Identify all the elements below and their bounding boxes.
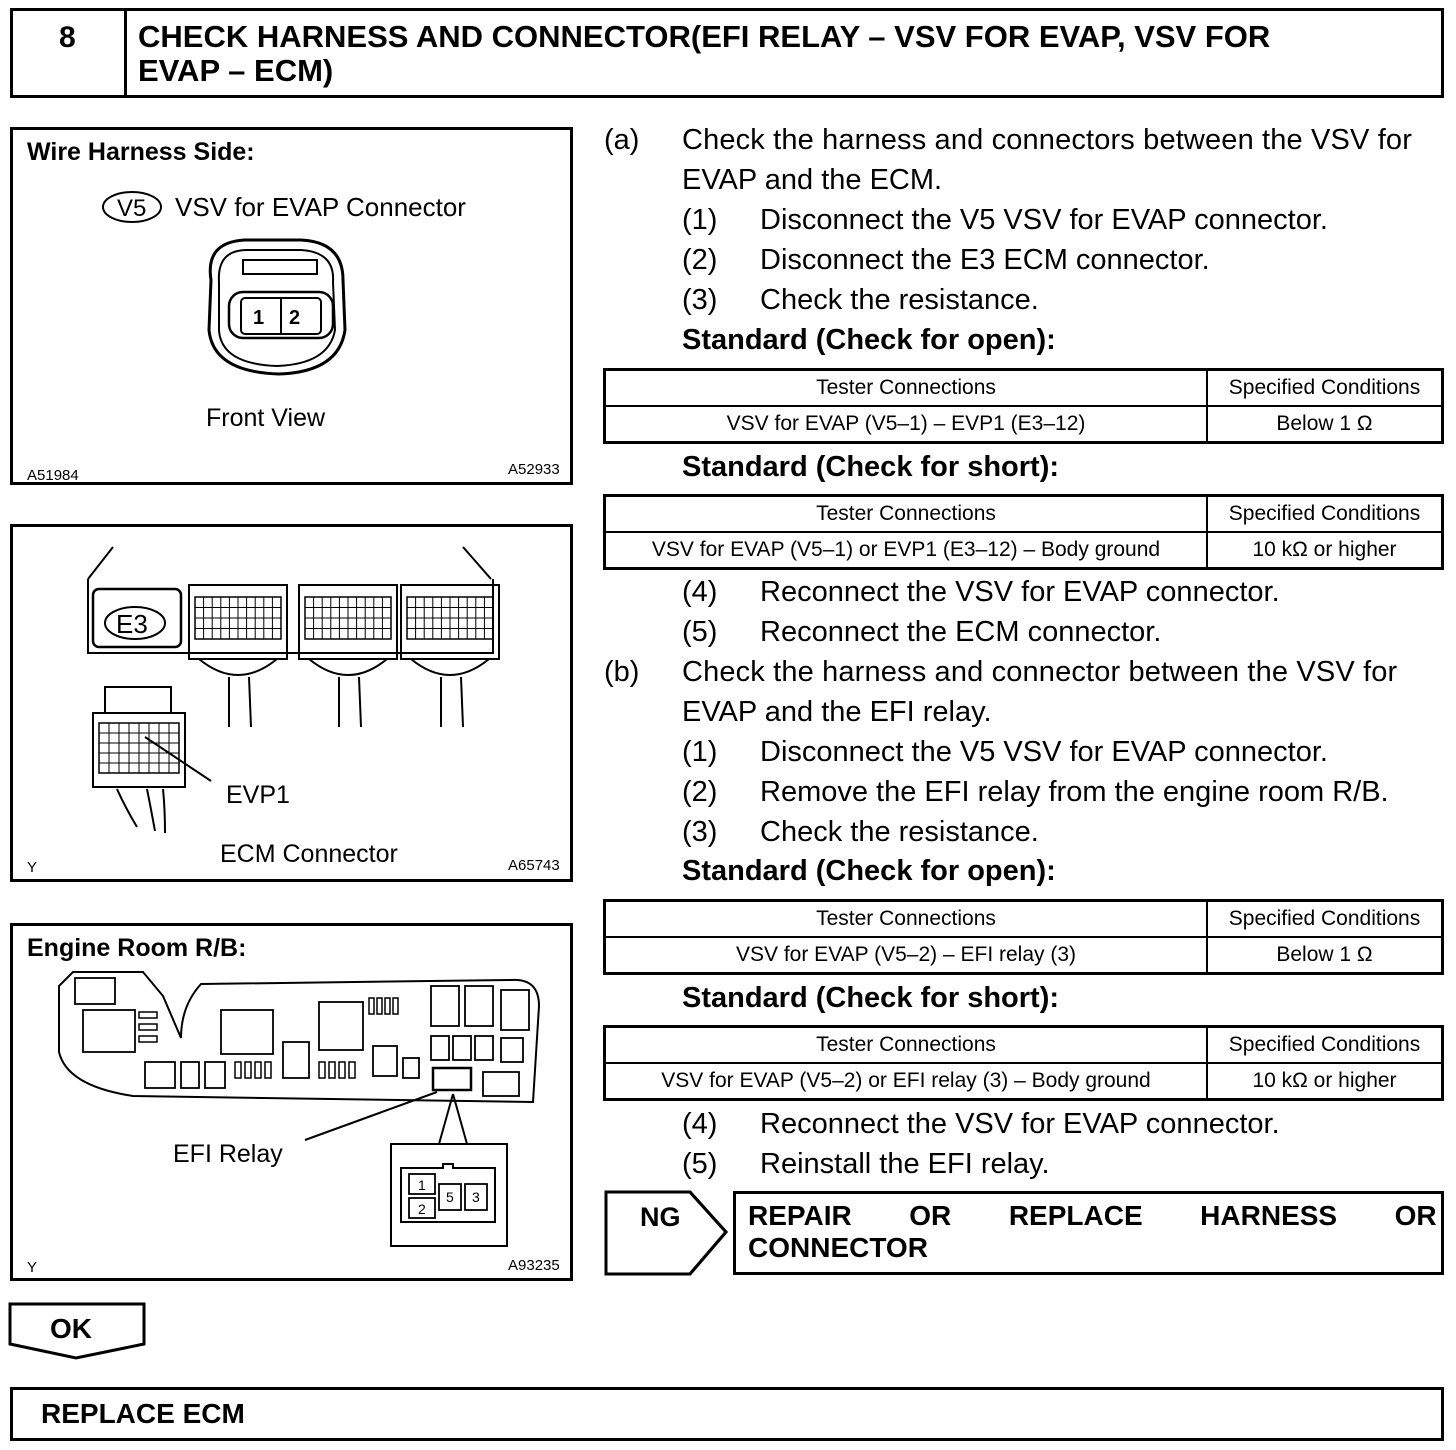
relay-block-outline: [59, 972, 539, 1102]
relay-pin-1: 1: [418, 1177, 426, 1193]
step-a-standard-open: Standard (Check for open):: [682, 324, 1056, 356]
table-header-spec: Specified Conditions: [1207, 1027, 1443, 1064]
table-header-tester: Tester Connections: [605, 370, 1208, 407]
ok-label: OK: [50, 1313, 92, 1344]
figure-ecm-connector: [10, 524, 573, 882]
efi-relay-position: [433, 1068, 471, 1090]
step-b4-text: Reconnect the VSV for EVAP connector.: [760, 1108, 1280, 1140]
figure2-code-right: A65743: [508, 857, 560, 874]
view-label: Front View: [206, 404, 326, 432]
evp1-leader: [145, 737, 211, 781]
ok-arrow: [8, 1302, 150, 1362]
table-a-short: [603, 494, 1444, 570]
relay-pin-2: 2: [418, 1201, 426, 1217]
step-b-standard-open: Standard (Check for open):: [682, 855, 1056, 887]
step-number: 8: [59, 21, 76, 54]
step-a-marker: (a): [604, 124, 640, 156]
relay-block-drawing: [13, 926, 570, 1278]
table-b-short: [603, 1025, 1444, 1101]
table-cell-condition: Below 1 Ω: [1207, 937, 1443, 974]
efi-relay-label: EFI Relay: [173, 1140, 283, 1168]
table-header-spec: Specified Conditions: [1207, 901, 1443, 938]
step-b3-num: (3): [682, 816, 718, 848]
figure1-code-right: A52933: [508, 461, 560, 478]
figure-engine-room-rb: [10, 923, 573, 1281]
step-b2-text: Remove the EFI relay from the engine room R/B.: [760, 776, 1389, 808]
step-header: [10, 8, 1444, 98]
figure2-code-left: Y: [27, 859, 38, 876]
step-b-standard-short: Standard (Check for short):: [682, 982, 1060, 1014]
ng-action-box: [733, 1191, 1444, 1275]
step-b4-num: (4): [682, 1108, 718, 1140]
ng-action-line2: CONNECTOR: [748, 1232, 928, 1263]
ecm-caption: ECM Connector: [220, 840, 398, 868]
table-cell-condition: 10 kΩ or higher: [1207, 532, 1443, 569]
table-header-spec: Specified Conditions: [1207, 370, 1443, 407]
step-title-line2: EVAP – ECM): [138, 53, 334, 88]
step-b5-text: Reinstall the EFI relay.: [760, 1148, 1050, 1180]
step-a1-text: Disconnect the V5 VSV for EVAP connector.: [760, 204, 1328, 236]
ecm-connector-code: E3: [116, 609, 148, 639]
table-cell-condition: Below 1 Ω: [1207, 406, 1443, 443]
table-cell-connection: VSV for EVAP (V5–2) – EFI relay (3): [605, 937, 1208, 974]
step-a4-text: Reconnect the VSV for EVAP connector.: [760, 576, 1280, 608]
figure-vsv-connector: [10, 127, 573, 485]
small-connector: [93, 687, 185, 833]
step-b-line1: Check the harness and connector between the VSV for: [682, 656, 1398, 688]
ecm-connector-drawing: [13, 527, 570, 879]
pin-2: 2: [289, 307, 301, 329]
step-a5-num: (5): [682, 616, 718, 648]
step-b-line2: EVAP and the EFI relay.: [682, 696, 992, 728]
step-b5-num: (5): [682, 1148, 718, 1180]
vsv-connector-drawing: [13, 130, 570, 482]
step-a2-num: (2): [682, 244, 718, 276]
connector-code-v5: V5: [117, 195, 147, 222]
table-b-open: [603, 899, 1444, 975]
step-b-marker: (b): [604, 656, 640, 688]
table-header-tester: Tester Connections: [605, 901, 1208, 938]
relay-pin-5: 5: [446, 1189, 454, 1205]
table-cell-condition: 10 kΩ or higher: [1207, 1063, 1443, 1100]
ecm-block-3: [401, 585, 499, 727]
ecm-connector-blocks: [189, 585, 499, 727]
step-b1-num: (1): [682, 736, 718, 768]
table-header-tester: Tester Connections: [605, 496, 1208, 533]
step-a4-num: (4): [682, 576, 718, 608]
figure3-heading: Engine Room R/B:: [27, 934, 247, 962]
step-a2-text: Disconnect the E3 ECM connector.: [760, 244, 1210, 276]
step-b1-text: Disconnect the V5 VSV for EVAP connector.: [760, 736, 1328, 768]
ng-action-line1: REPAIR OR REPLACE HARNESS OR: [748, 1200, 1437, 1231]
step-a-line1: Check the harness and connectors between the VSV for: [682, 124, 1413, 156]
figure1-heading: Wire Harness Side:: [27, 138, 255, 166]
ecm-block-1: [189, 585, 287, 727]
step-a-standard-short: Standard (Check for short):: [682, 451, 1060, 483]
step-b3-text: Check the resistance.: [760, 816, 1039, 848]
table-cell-connection: VSV for EVAP (V5–2) or EFI relay (3) – Body ground: [605, 1063, 1208, 1100]
connector-name: VSV for EVAP Connector: [175, 192, 466, 222]
relay-pin-3: 3: [472, 1189, 480, 1205]
ecm-block-2: [299, 585, 397, 727]
evp1-label: EVP1: [226, 781, 290, 809]
ng-label: NG: [640, 1202, 681, 1232]
table-header-tester: Tester Connections: [605, 1027, 1208, 1064]
table-header-spec: Specified Conditions: [1207, 496, 1443, 533]
step-a1-num: (1): [682, 204, 718, 236]
step-title-line1: CHECK HARNESS AND CONNECTOR(EFI RELAY – VSV FOR EVAP, VSV FOR: [138, 19, 1271, 54]
step-a5-text: Reconnect the ECM connector.: [760, 616, 1162, 648]
pin-1: 1: [253, 307, 265, 329]
figure3-code-right: A93235: [508, 1257, 560, 1274]
table-cell-connection: VSV for EVAP (V5–1) – EVP1 (E3–12): [605, 406, 1208, 443]
table-a-open: [603, 368, 1444, 444]
step-a3-num: (3): [682, 284, 718, 316]
figure3-code-left: Y: [27, 1259, 38, 1276]
ok-action-label: REPLACE ECM: [41, 1398, 245, 1429]
figure1-code-left: A51984: [27, 467, 79, 482]
step-a3-text: Check the resistance.: [760, 284, 1039, 316]
step-number-cell: [13, 11, 127, 95]
step-b2-num: (2): [682, 776, 718, 808]
ng-arrow: [604, 1190, 730, 1278]
table-cell-connection: VSV for EVAP (V5–1) or EVP1 (E3–12) – Body ground: [605, 532, 1208, 569]
ok-action-box: [10, 1387, 1444, 1441]
step-a-line2: EVAP and the ECM.: [682, 164, 943, 196]
